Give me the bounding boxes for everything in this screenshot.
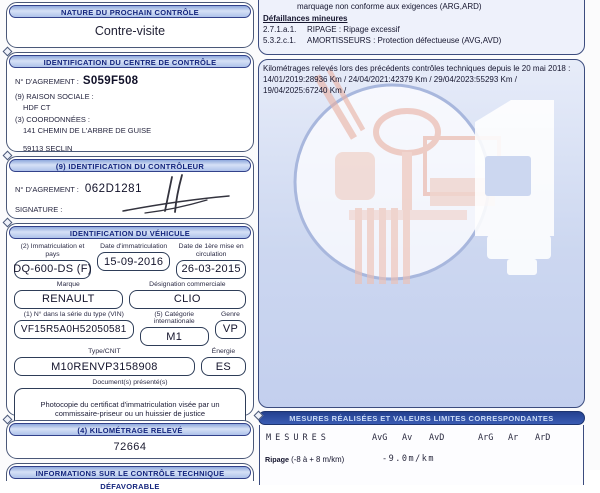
- categorie-internationale-label: (5) Catégorie internationale: [153, 310, 195, 325]
- mesures-row-header: MESURES: [266, 433, 330, 443]
- section-vehicule: [6, 223, 254, 416]
- field-vin: [14, 309, 134, 347]
- mesure-row-label-name: Ripage: [265, 455, 289, 464]
- defaillances-mineures-title: Défaillances mineures: [263, 14, 348, 23]
- centre-agrement-line: [15, 71, 253, 89]
- vehicule-row-1: [7, 241, 253, 279]
- section-next-control: [6, 2, 254, 48]
- field-designation-commerciale: [129, 279, 246, 309]
- field-categorie-internationale: [140, 309, 209, 347]
- centre-city: 59113 SECLIN: [23, 144, 73, 153]
- type-cnit-value: M10RENVP3158908: [14, 357, 195, 376]
- controleur-agrement-value: 062D1281: [84, 183, 142, 195]
- field-immatriculation: [14, 241, 91, 279]
- field-energie: [201, 346, 246, 376]
- date-immatriculation-value: 15-09-2016: [97, 252, 170, 271]
- date-premiere-circulation-label: Date de 1ère mise en circulation: [178, 243, 244, 258]
- coordonnees-label: (3) COORDONNÉES :: [15, 115, 91, 124]
- field-marque: [14, 279, 123, 309]
- field-date-immatriculation: [97, 241, 170, 279]
- vin-value: VF15R5A0H52050581: [14, 320, 134, 339]
- section-kilometrages-historique: [258, 59, 585, 408]
- defaillance-item: [263, 24, 580, 35]
- mesures-column-av: Av: [402, 433, 413, 443]
- kilometrages-historique-text: [259, 60, 584, 96]
- documents-value: Photocopie du certificat d'immatriculation visée par un commissaire-priseur ou un huissier de justice: [14, 388, 246, 429]
- infos-defavorable-header: INFORMATIONS SUR LE CONTRÔLE TECHNIQUE DÉFAVORABLE: [9, 466, 251, 479]
- genre-label: Genre: [221, 310, 240, 318]
- marque-value: RENAULT: [14, 290, 123, 309]
- marque-label: Marque: [56, 280, 80, 288]
- date-immatriculation-label: Date d'immatriculation: [100, 243, 168, 250]
- categorie-internationale-value: M1: [140, 327, 209, 346]
- vehicule-row-3: [7, 309, 253, 347]
- kilometrages-line: Kilométrages relevés lors des précédents contrôles techniques depuis le 20 mai 2018 :: [263, 64, 571, 73]
- mesure-row-label-range: (-8 à + 8 m/km): [288, 455, 345, 464]
- field-date-premiere-circulation: [176, 241, 246, 279]
- centre-agrement-label: N° D'AGREMENT :: [15, 77, 79, 86]
- documents-label: Document(s) présenté(s): [92, 379, 168, 386]
- defaillance-clipped-line2: marquage non conforme aux exigences (ARG,ARD): [297, 2, 482, 11]
- next-control-header: NATURE DU PROCHAIN CONTRÔLE: [9, 5, 251, 18]
- date-premiere-circulation-value: 26-03-2015: [176, 260, 246, 279]
- defaillance-text: RIPAGE : Ripage excessif: [307, 25, 400, 34]
- raison-sociale-value: HDF CT: [23, 103, 51, 112]
- designation-commerciale-label: Désignation commerciale: [149, 280, 226, 288]
- controleur-header: (9) IDENTIFICATION DU CONTRÔLEUR: [9, 159, 251, 172]
- section-defaillances: [258, 0, 585, 55]
- mesures-table: [259, 425, 584, 485]
- mesure-row-value: -9.0m/km: [382, 454, 435, 464]
- kilometrage-header: (4) KILOMÉTRAGE RELEVÉ: [9, 423, 251, 436]
- left-column: [6, 2, 254, 491]
- field-type-cnit: [14, 346, 195, 376]
- right-column: [258, 0, 585, 485]
- signature-scribble-icon: [115, 169, 235, 215]
- mesures-column-avg: AvG: [372, 433, 388, 443]
- genre-value: VP: [215, 320, 246, 339]
- kilometrage-value: 72664: [113, 441, 147, 453]
- defaillance-code: 2.7.1.a.1.: [263, 25, 297, 34]
- immatriculation-value: DQ-600-DS (F): [14, 260, 91, 279]
- mesures-column-ard: ArD: [535, 433, 551, 443]
- section-centre-controle: [6, 52, 254, 152]
- kilometrages-line: 19/04/2025:67240 Km /: [263, 86, 347, 95]
- vehicule-row-4: [7, 346, 253, 376]
- section-infos-defavorable: [6, 463, 254, 491]
- vehicule-header: IDENTIFICATION DU VÉHICULE: [9, 226, 251, 239]
- mesures-column-ar: Ar: [508, 433, 519, 443]
- controle-technique-stamp-watermark-icon: [259, 60, 585, 409]
- signature-label: SIGNATURE :: [15, 205, 63, 214]
- energie-value: ES: [201, 357, 246, 376]
- centre-agrement-value: S059F508: [82, 75, 139, 87]
- field-genre: [215, 309, 246, 347]
- defaillance-item: [263, 35, 580, 46]
- section-controleur: [6, 156, 254, 219]
- raison-sociale-label: (9) RAISON SOCIALE :: [15, 92, 94, 101]
- kilometrages-line: 14/01/2019:28936 Km / 24/04/2021:42379 Km / 29/04/2023:55293 Km /: [263, 75, 517, 84]
- vehicule-row-2: [7, 279, 253, 309]
- immatriculation-label: (2) Immatriculation et pays: [20, 243, 85, 258]
- mesures-column-avd: AvD: [429, 433, 445, 443]
- section-kilometrage: [6, 420, 254, 459]
- stamp-door-window: [485, 156, 531, 196]
- centre-address: 141 CHEMIN DE L'ARBRE DE GUISE: [23, 126, 152, 135]
- mesures-header: MESURES RÉALISÉES ET VALEURS LIMITES CORRESPONDANTES: [258, 411, 585, 425]
- energie-label: Énergie: [211, 348, 236, 355]
- centre-header: IDENTIFICATION DU CENTRE DE CONTRÔLE: [9, 55, 251, 68]
- next-control-value: Contre-visite: [94, 24, 166, 38]
- mesures-column-arg: ArG: [478, 433, 494, 443]
- vin-label: (1) N° dans la série du type (VIN): [23, 310, 124, 318]
- controleur-agrement-label: N° D'AGREMENT :: [15, 185, 79, 194]
- designation-commerciale-value: CLIO: [129, 290, 246, 309]
- type-cnit-label: Type/CNIT: [88, 348, 121, 355]
- defaillance-text: AMORTISSEURS : Protection défectueuse (AVG,AVD): [307, 36, 502, 45]
- mesure-row-label: [265, 455, 344, 464]
- defaillance-code: 5.3.2.c.1.: [263, 36, 296, 45]
